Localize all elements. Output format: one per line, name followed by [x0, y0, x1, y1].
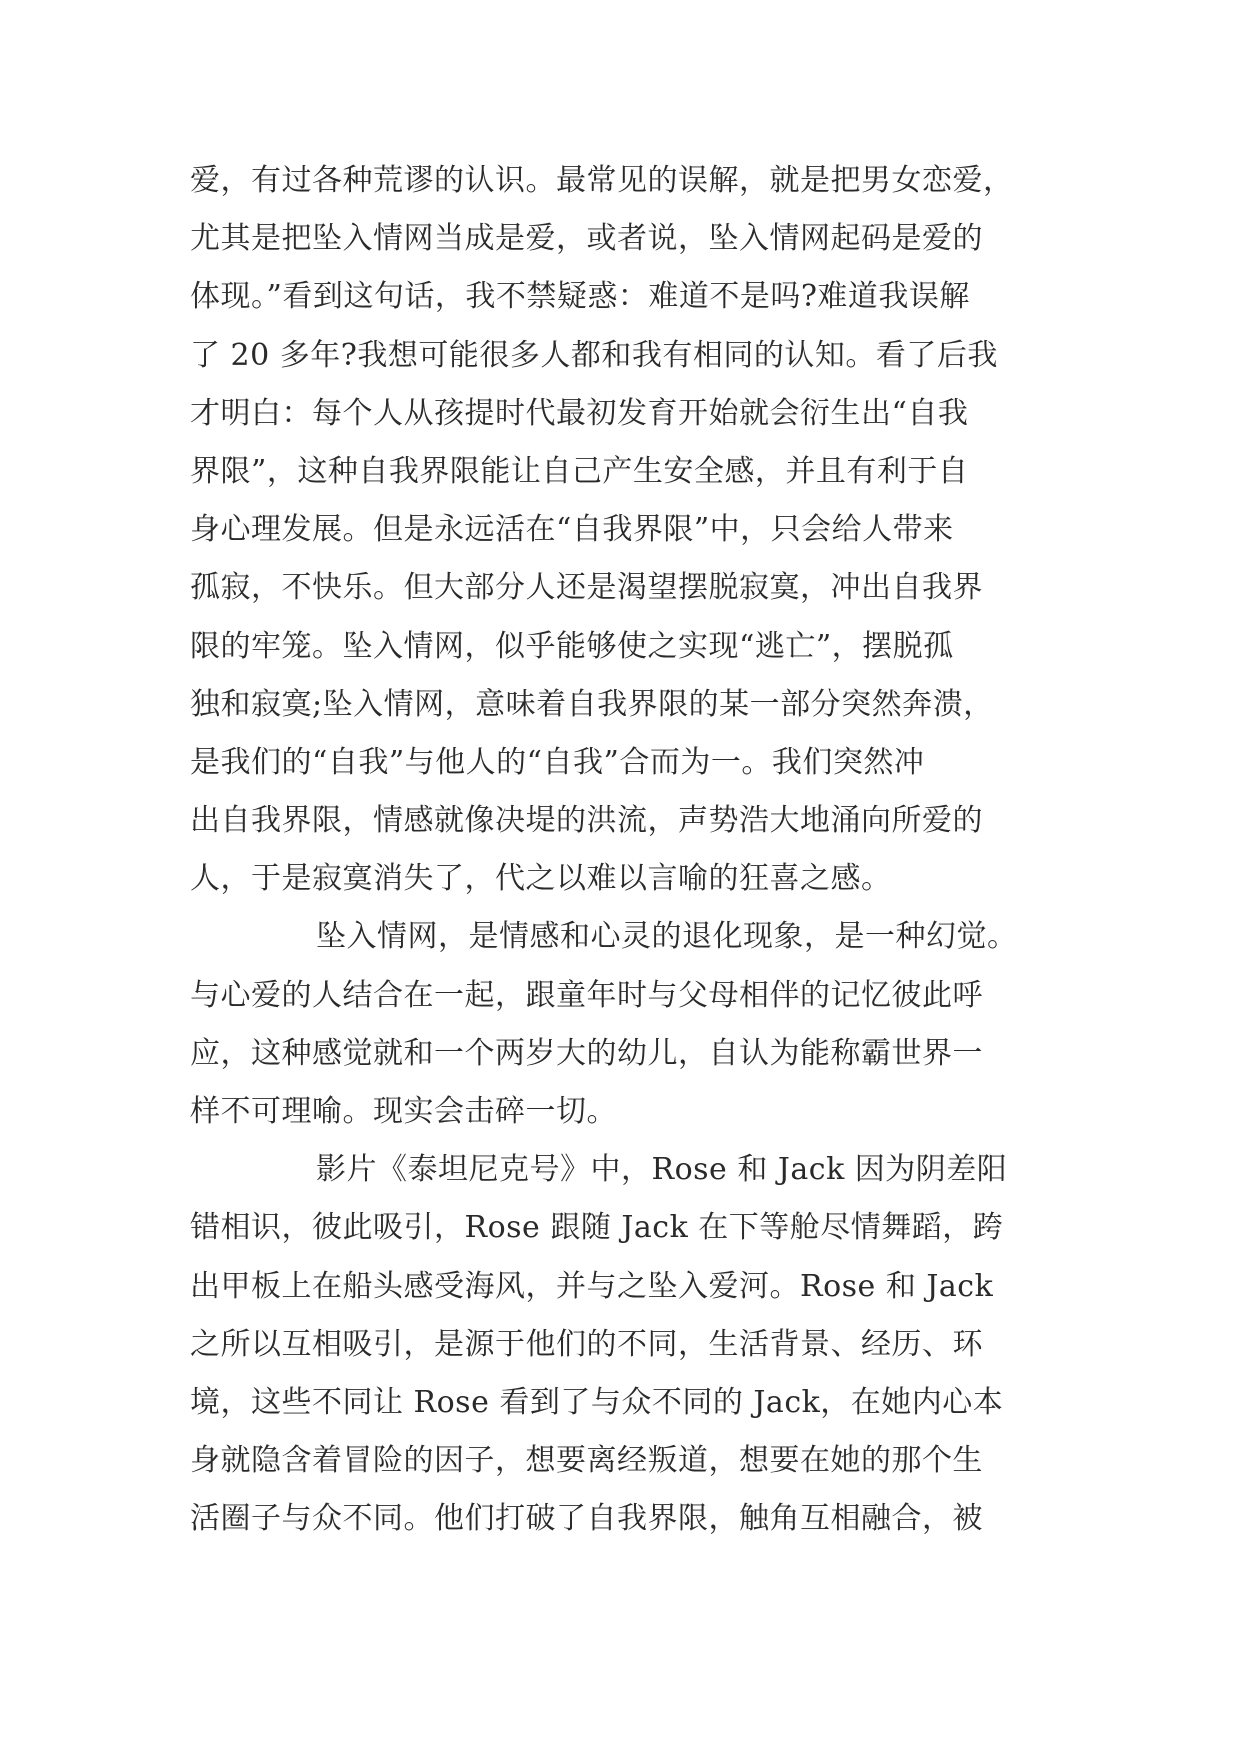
text-line: 才明白：每个人从孩提时代最初发育开始就会衍生出“自我 — [190, 395, 969, 431]
text-line: 是我们的“自我”与他人的“自我”合而为一。我们突然冲 — [190, 744, 925, 780]
text-line: 出甲板上在船头感受海风，并与之坠入爱河。Rose 和 Jack — [190, 1268, 994, 1304]
text-line: 应，这种感觉就和一个两岁大的幼儿，自认为能称霸世界一 — [190, 1035, 983, 1071]
text-line: 人，于是寂寞消失了，代之以难以言喻的狂喜之感。 — [190, 861, 892, 897]
text-line: 出自我界限，情感就像决堤的洪流，声势浩大地涌向所爱的 — [190, 803, 983, 839]
text-line: 体现。”看到这句话，我不禁疑惑：难道不是吗?难道我误解 — [190, 279, 970, 315]
text-line: 了 20 多年?我想可能很多人都和我有相同的认知。看了后我 — [190, 337, 998, 373]
text-line: 样不可理喻。现实会击碎一切。 — [190, 1094, 617, 1129]
text-line: 独和寂寞;坠入情网，意味着自我界限的某一部分突然奔溃， — [190, 686, 994, 722]
body-text — [190, 152, 1070, 1549]
text-line: 与心爱的人结合在一起，跟童年时与父母相伴的记忆彼此呼 — [190, 977, 983, 1013]
text-line: 之所以互相吸引，是源于他们的不同，生活背景、经历、环 — [190, 1326, 983, 1362]
text-line: 境，这些不同让 Rose 看到了与众不同的 Jack，在她内心本 — [190, 1384, 1004, 1420]
paragraph-start-line: 坠入情网，是情感和心灵的退化现象，是一种幻觉。 — [316, 919, 1018, 955]
text-line: 身就隐含着冒险的因子，想要离经叛道，想要在她的那个生 — [190, 1443, 983, 1479]
text-line: 爱，有过各种荒谬的认识。最常见的误解，就是把男女恋爱， — [190, 163, 1014, 198]
text-line: 身心理发展。但是永远活在“自我界限”中，只会给人带来 — [190, 512, 954, 548]
text-line: 尤其是把坠入情网当成是爱，或者说，坠入情网起码是爱的 — [190, 221, 983, 257]
text-line: 错相识，彼此吸引，Rose 跟随 Jack 在下等舱尽情舞蹈，跨 — [190, 1210, 1004, 1246]
text-line: 界限”，这种自我界限能让自己产生安全感，并且有利于自 — [190, 453, 969, 489]
paragraph-start-line: 影片《泰坦尼克号》中，Rose 和 Jack 因为阴差阳 — [316, 1152, 1008, 1188]
text-line: 限的牢笼。坠入情网，似乎能够使之实现“逃亡”，摆脱孤 — [190, 628, 954, 664]
text-line: 孤寂，不快乐。但大部分人还是渴望摆脱寂寞，冲出自我界 — [190, 570, 983, 606]
text-line: 活圈子与众不同。他们打破了自我界限，触角互相融合，被 — [190, 1501, 983, 1537]
